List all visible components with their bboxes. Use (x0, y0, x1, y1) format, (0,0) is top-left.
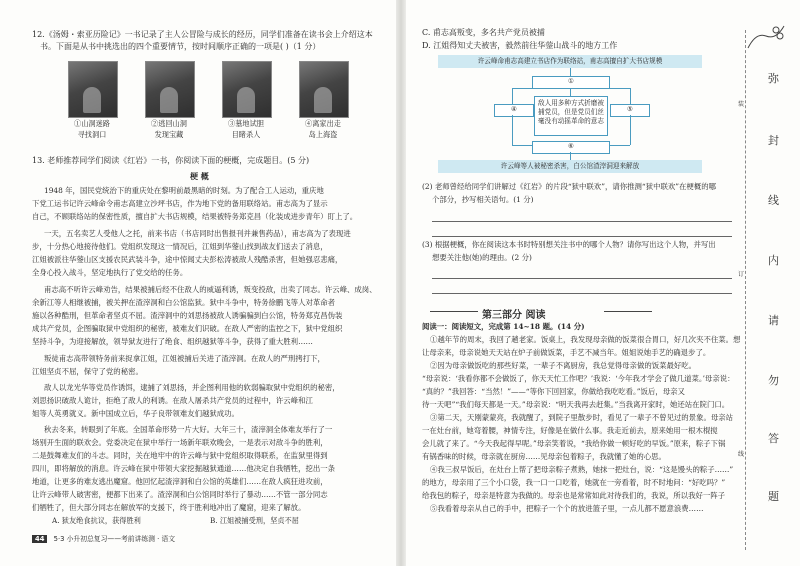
seal-line (745, 30, 746, 550)
synopsis-line: 们牺牲了，但大部分同志在解放军的支援下，终于胜利地冲出了魔窟，迎来了解放。 (32, 503, 306, 512)
margin-small: 装 (738, 101, 745, 108)
reading-intro: 阅读一：阅读短文，完成第 14~18 题。(14 分) (422, 322, 585, 331)
reading-line: ③第二天，天刚蒙蒙亮，我就醒了，到院子里散步时，看见了一辈子不曾见过的景象。母亲站 (430, 413, 734, 422)
flow-step-4: ④ (494, 104, 534, 117)
section-rule-left (430, 311, 478, 312)
synopsis-heading: 梗 概 (190, 171, 209, 181)
flow-middle: 敌人用多种方式折磨被捕党员，但是党员们丝毫没有动摇革命的意志 (534, 96, 608, 136)
synopsis-line: 叛徒甫志高带领特务前来捉拿江姐，江姐被捕后关进了渣滓洞。在敌人的严刑拷打下， (44, 354, 325, 363)
scissors-icon (746, 22, 786, 52)
margin-char: 答 (768, 432, 779, 445)
flow-connector (570, 152, 571, 160)
caption-3-desc: 目睹杀人 (231, 130, 261, 139)
reading-line: ①越年节的周末，我回了趟老家。饭桌上，我发现母亲做的饭菜很合胃口，好几次夹不住菜。想 (430, 335, 741, 344)
reading-line: 会儿就了来了。“今天我起得早呢。”母亲笑着说，“我给你做一顿好吃的早饭。”原来，粽子下锅 (422, 439, 726, 448)
answer-line[interactable] (432, 221, 732, 222)
caption-2-num: ②逃回山洞 (151, 119, 187, 128)
margin-char: 题 (768, 490, 779, 503)
reading-line: “真的？”我回答：“当然！”——“等你下回回家，你做给我吃吃看。”饭后，母亲又 (422, 387, 685, 396)
synopsis-line: 四川，即将解放的消息。许云峰在狱中带领大家挖掘越狱通道……他决定自我牺牲，挖出一条 (32, 464, 336, 473)
q12-text-2: 书。下面是从书中挑选出的四个重要情节，按时间顺序正确的一项是( )（1 分） (40, 42, 321, 51)
margin-char: 内 (768, 254, 779, 267)
margin-char: 封 (768, 134, 779, 147)
illustration-cave (68, 61, 118, 118)
answer-line[interactable] (432, 236, 732, 237)
caption-1-desc: 寻找洞口 (77, 130, 107, 139)
flow-top: 许云峰命甫志高建立书店作为联络站，甫志高擅自扩大书店规模 (438, 55, 702, 68)
caption-2-desc: 发现宝藏 (154, 130, 184, 139)
margin-char: 请 (768, 314, 779, 327)
flow-step-5: ⑤ (610, 104, 650, 117)
answer-line[interactable] (432, 293, 732, 294)
flow-connector (630, 115, 631, 145)
synopsis-line: 江姐坚贞不屈，保守了党的秘密。 (32, 367, 143, 376)
footer-text: 5·3 小升初总复习——考前讲练测 · 语文 (53, 535, 176, 543)
flow-connector (630, 88, 631, 104)
synopsis-line: 二是鼓舞难友们的斗志。同时，关在地牢中的许云峰与狱中党组织取得联系，在监狱里得到 (32, 451, 328, 460)
synopsis-line: 一天，五名卖艺人受他人之托，前来书店（书店同时出售报刊并兼售药品），甫志高为了表现进 (44, 229, 351, 238)
flow-step-1: ① (532, 76, 610, 89)
synopsis-line: 全身心投入战斗，坚定地执行了党交给的任务。 (32, 268, 188, 277)
reading-line: 待一天吧”“我们每天都是一天。”母亲说：“明天我再去赶集。”当我离开家时，她还站在院门口。 (422, 400, 730, 409)
q12-text-1: 12.《汤姆・索亚历险记》一书记录了主人公冒险与成长的经历，同学们准备在读书会上介绍这本 (32, 30, 373, 39)
sub2-line-1: (2) 老师曾经给同学们讲解过《红岩》的片段“狱中联欢”，请你推测“狱中联欢”在梗概的哪 (422, 182, 716, 191)
synopsis-line: 秋去冬来，转眼到了年底。全国革命形势一片大好。大年三十，渣滓洞全体难友举行了一 (44, 425, 333, 434)
reading-line: 给我包的粽子，母亲是特意为我做的。母亲也是常常如此对待我们的，我说，所以我好一阵子 (422, 491, 726, 500)
sub2-line-2: 个部分，抄写相关语句。(1 分) (432, 195, 534, 204)
reading-line: ⑤我看着母亲从自己的手中，把粽子一个个的放进篮子里，一点儿都不愿意浪费…… (430, 504, 704, 513)
synopsis-line: 甫志高不听许云峰劝告，结果被捕后经不住敌人的威逼利诱，叛变投敌，出卖了同志。许云峰、成岗、 (44, 285, 377, 294)
option-d: D. 江姐得知丈夫被害，毅然前往华蓥山战斗的地方工作 (422, 41, 618, 50)
reading-line: 让母亲来，母亲说她天天站在炉子前做饭菜，手艺不减当年。姐姐说她手艺的确退步了。 (422, 348, 711, 357)
book-gutter (396, 0, 406, 566)
reading-line: 的地方，母亲用了三个小口袋，我一口一口吃着，她就在一旁看着，时不时地问：“好吃吗？” (422, 478, 726, 487)
sub3-line-1: (3) 根据梗概，你在阅读这本书时特别想关注书中的哪个人物？请你写出这个人物，并写出 (422, 240, 716, 249)
q13-intro: 13. 老师推荐同学们阅读《红岩》一书，你阅读下面的梗概，完成题目。(5 分) (32, 156, 310, 165)
answer-line[interactable] (432, 278, 732, 279)
illustration-graveyard (222, 61, 272, 118)
synopsis-line: 施以各种酷刑，但革命者坚贞不屈。渣滓洞中的刘思扬被敌人诱骗骗到白公馆，特务郑克昌伪装 (32, 311, 343, 320)
flow-bottom: 许云峰等人被秘密杀害，白公馆渣滓洞迎来解放 (438, 160, 702, 173)
synopsis-line: 姐等人英勇就义。新中国成立后，华子良带领难友们越狱成功。 (32, 409, 239, 418)
margin-char: 弥 (768, 72, 779, 85)
synopsis-line: 地道，让更多的难友逃出魔窟。他回忆起渣滓洞和白公馆的英雄们……在敌人疯狂进攻前， (32, 477, 328, 486)
synopsis-line: 自己，不顾联络站的保密性质，擅自扩大书店规模，结果被特务郑克昌（化装成进步青年）盯上了。 (32, 212, 358, 221)
flow-connector (512, 88, 630, 89)
option-c: C. 甫志高叛变，多名共产党员被捕 (422, 28, 545, 37)
synopsis-line: 下党工运书记许云峰命令甫志高建立沙坪书店，作为地下党的备用联络站。甫志高为了显示 (32, 199, 328, 208)
reading-line: ②因为母亲做饭吃的那些好菜，一辈子不离厨房，我总觉得母亲做的饭菜最好吃。 (430, 361, 697, 370)
caption-4-num: ④离家出走 (305, 119, 341, 128)
caption-4-desc: 岛上海盗 (308, 130, 338, 139)
option-b: B. 江姐被捕受刑，坚贞不屈 (210, 516, 299, 525)
page-number: 44 (32, 535, 47, 543)
margin-small: 订 (738, 271, 745, 278)
reading-line: “母亲说：‘我看你都不会做饭了，你天天忙工作吧？’我说：‘今年我才学会了做几道菜。’母亲说： (422, 374, 735, 383)
flow-connector (512, 88, 513, 104)
illustration-island (299, 61, 349, 118)
synopsis-line: 坚持斗争，为迎接解放，领导狱友进行了绝食、组织越狱等斗争，获得了重大胜利…… (32, 337, 313, 346)
synopsis-line: 敌人以龙光华等党员作诱饵，逮捕了刘思扬，并企图利用他的软弱骗取狱中党组织的秘密， (44, 383, 340, 392)
illustration-treasure (145, 61, 195, 118)
flow-step-6: ⑥ (532, 141, 610, 154)
synopsis-line: 江姐被派往华蓥山区支援农民武装斗争，途中惊闻丈夫彭松涛被敌人残酷杀害，但她强忍悲痛， (32, 255, 343, 264)
synopsis-line: 余新江等人相继被捕，被关押在渣滓洞和白公馆监狱。狱中斗争中，特务徐鹏飞等人对革命者 (32, 298, 336, 307)
flow-connector (512, 115, 513, 145)
margin-char: 勿 (768, 374, 779, 387)
reading-line: 一在灶台前，她弯着腰，神情专注，好像是在做什么事。我走近前去，原来她用一根木棍搅 (422, 426, 718, 435)
reading-line: ④我三叔早饭后，在灶台上帮了把母亲粽子煮熟，她抹一把灶台，说：“这是馒头的粽子……” (430, 465, 734, 474)
section-rule-right (604, 311, 652, 312)
synopsis-line: 1948 年，国民党统治下的重庆处在黎明前最黑暗的时刻。为了配合工人运动，重庆地 (44, 186, 324, 195)
caption-3-num: ③墓地试胆 (228, 119, 264, 128)
margin-char: 线 (768, 194, 779, 207)
caption-1-num: ①山洞迷路 (74, 119, 110, 128)
section-title: 第三部分 阅读 (482, 310, 546, 321)
synopsis-line: 成共产党员，企图骗取狱中党组织的秘密，被难友们识破。在敌人严密的监控之下，狱中党组织 (32, 324, 343, 333)
synopsis-line: 让许云峰带人破害密，便都下出来了。渣滓洞和白公馆同时举行了暴动……不管一部分同志 (32, 490, 328, 499)
margin-small: 线 (738, 451, 745, 458)
page-footer (32, 533, 175, 543)
reading-line: 有锅香味的时候，母亲就在厨房……见母亲包着粽子，我就懂了她的心思。 (422, 452, 666, 461)
option-a: A. 狱友绝食抗议，获得胜利 (52, 516, 141, 525)
synopsis-line: 刘思扬识破敌人诡计，拒绝了敌人的利诱。在敌人屠杀共产党员的过程中，许云峰和江 (32, 396, 313, 405)
sub3-line-2: 想要关注他(她)的理由。(2 分) (432, 253, 532, 262)
flow-connector (570, 88, 571, 96)
flow-connector (570, 68, 571, 76)
synopsis-line: 场别开生面的联欢会。党委决定在狱中举行一场新年联欢晚会，一是表示对敌斗争的胜利， (32, 438, 328, 447)
synopsis-line: 步，十分热心地接待他们。党组织发现这一情况后，江姐到华蓥山找到战友们送去了消息， (32, 242, 328, 251)
